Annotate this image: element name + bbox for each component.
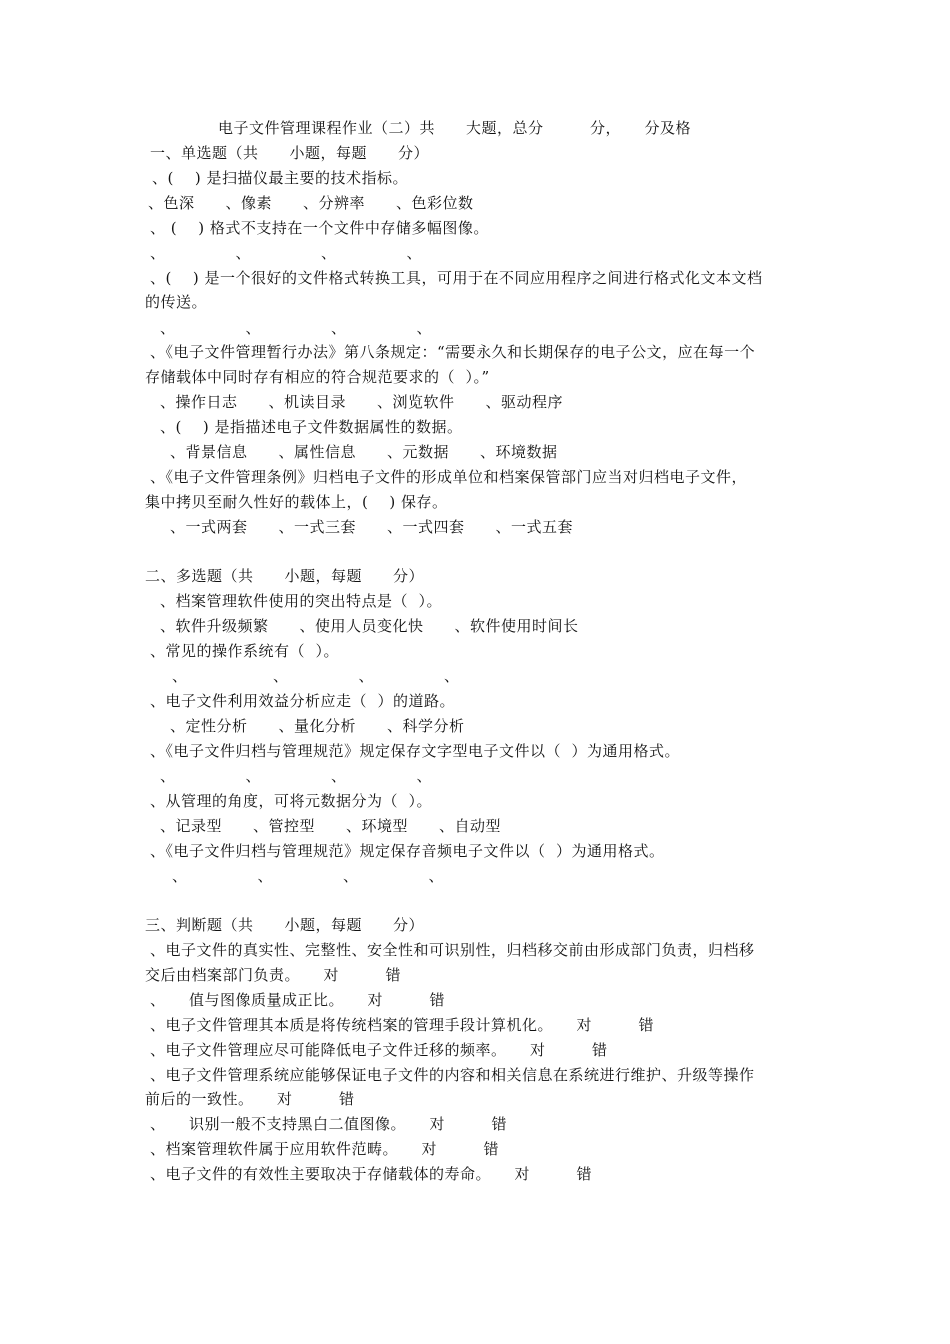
question-stem-continued: 的传送。 [145,293,208,311]
document-title: 电子文件管理课程作业（二）共 大题，总分 分， 分及格 [218,119,692,137]
question-stem: 、( ) 是一个很好的文件格式转换工具，可用于在不同应用程序之间进行格式化文本文档 [150,269,763,287]
question-options: 、操作日志 、机读目录 、浏览软件 、驱动程序 [160,393,564,411]
question-stem: 、《电子文件归档与管理规范》规定保存音频电子文件以（ ）为通用格式。 [150,842,665,860]
question-stem: 、常见的操作系统有（ ）。 [150,642,340,660]
question-stem: 、《电子文件管理暂行办法》第八条规定：“需要永久和长期保存的电子公文，应在每一个 [150,343,756,361]
statement: 、 识别一般不支持黑白二值图像。 对 错 [150,1115,508,1133]
section-heading-single-choice: 一、单选题（共 小题，每题 分） [150,144,430,162]
question-stem-continued: 存储载体中同时存有相应的符合规范要求的（ ）。” [145,368,490,386]
statement: 、电子文件管理其本质是将传统档案的管理手段计算机化。 对 错 [150,1016,655,1034]
statement-continued: 交后由档案部门负责。 对 错 [145,966,402,984]
statement: 、电子文件的真实性、完整性、安全性和可识别性，归档移交前由形成部门负责，归档移 [150,941,755,959]
question-options: 、 、 、 、 [150,244,423,262]
question-options: 、 、 、 、 [172,667,460,685]
question-options: 、色深 、像素 、分辨率 、色彩位数 [148,194,474,212]
question-stem: 、《电子文件归档与管理规范》规定保存文字型电子文件以（ ）为通用格式。 [150,742,681,760]
question-options: 、 、 、 、 [160,767,433,785]
statement: 、档案管理软件属于应用软件范畴。 对 错 [150,1140,500,1158]
question-stem: 、《电子文件管理条例》归档电子文件的形成单位和档案保管部门应当对归档电子文件， [150,468,748,486]
question-stem: 、从管理的角度，可将元数据分为（ ）。 [150,792,433,810]
question-stem: 、档案管理软件使用的突出特点是（ ）。 [160,592,443,610]
question-options: 、 、 、 、 [160,319,433,337]
question-options: 、 、 、 、 [172,867,445,885]
question-options: 、背景信息 、属性信息 、元数据 、环境数据 [170,443,558,461]
section-heading-multiple-choice: 二、多选题（共 小题，每题 分） [145,567,425,585]
question-options: 、一式两套 、一式三套 、一式四套 、一式五套 [170,518,574,536]
section-heading-true-false: 三、判断题（共 小题，每题 分） [145,916,425,934]
statement: 、电子文件管理系统应能够保证电子文件的内容和相关信息在系统进行维护、升级等操作 [150,1066,755,1084]
question-options: 、记录型 、管控型 、环境型 、自动型 [160,817,502,835]
statement: 、电子文件的有效性主要取决于存储载体的寿命。 对 错 [150,1165,593,1183]
question-options: 、软件升级频繁 、使用人员变化快 、软件使用时间长 [160,617,579,635]
question-stem-continued: 集中拷贝至耐久性好的载体上，( ) 保存。 [145,493,448,511]
question-stem: 、 ( ) 格式不支持在一个文件中存储多幅图像。 [150,219,489,237]
statement: 、 值与图像质量成正比。 对 错 [150,991,446,1009]
question-stem: 、( ) 是扫描仪最主要的技术指标。 [152,169,409,187]
question-stem: 、电子文件利用效益分析应走（ ）的道路。 [150,692,456,710]
question-stem: 、( ) 是指描述电子文件数据属性的数据。 [160,418,463,436]
question-options: 、定性分析 、量化分析 、科学分析 [170,717,465,735]
statement: 、电子文件管理应尽可能降低电子文件迁移的频率。 对 错 [150,1041,608,1059]
statement-continued: 前后的一致性。 对 错 [145,1090,355,1108]
